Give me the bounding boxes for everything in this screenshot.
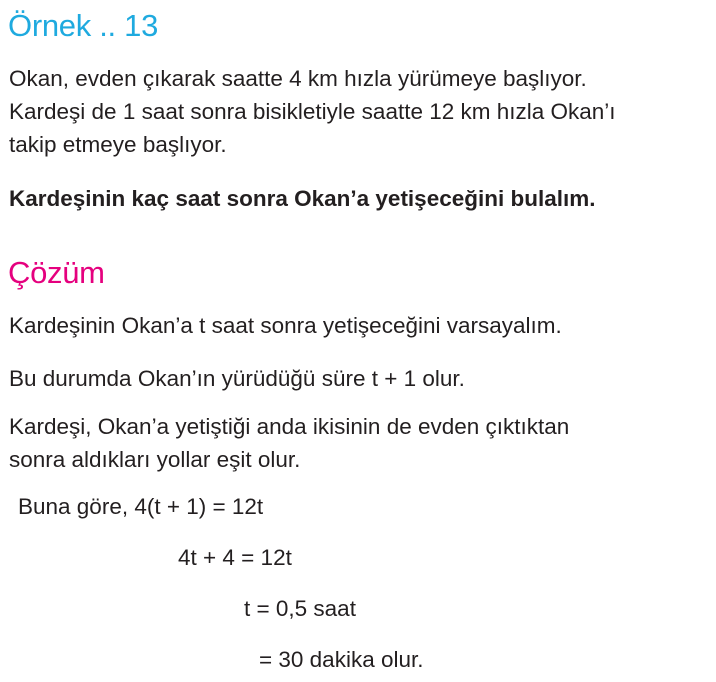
equation-line-4: = 30 dakika olur. <box>259 647 424 672</box>
reasoning-line: sonra aldıkları yollar eşit olur. <box>9 447 301 472</box>
problem-text <box>9 62 709 161</box>
problem-line: Kardeşi de 1 saat sonra bisikletiyle saatte 12 km hızla Okan’ı <box>9 99 616 124</box>
walk-time-text: Bu durumda Okan’ın yürüdüğü süre t + 1 olur. <box>9 366 465 391</box>
assumption-text: Kardeşinin Okan’a t saat sonra yetişeceğini varsayalım. <box>9 313 562 338</box>
solution-title: Çözüm <box>8 255 105 290</box>
problem-line: Okan, evden çıkarak saatte 4 km hızla yürümeye başlıyor. <box>9 66 587 91</box>
question-text: Kardeşinin kaç saat sonra Okan’a yetişeceğini bulalım. <box>9 186 596 211</box>
equation-line-1: Buna göre, 4(t + 1) = 12t <box>18 494 264 519</box>
reasoning-text <box>9 410 709 476</box>
problem-line: takip etmeye başlıyor. <box>9 132 227 157</box>
equation-line-3: t = 0,5 saat <box>244 596 356 621</box>
example-title: Örnek .. 13 <box>8 8 159 43</box>
equation-line-2: 4t + 4 = 12t <box>178 545 292 570</box>
reasoning-line: Kardeşi, Okan’a yetiştiği anda ikisinin de evden çıktıktan <box>9 414 570 439</box>
